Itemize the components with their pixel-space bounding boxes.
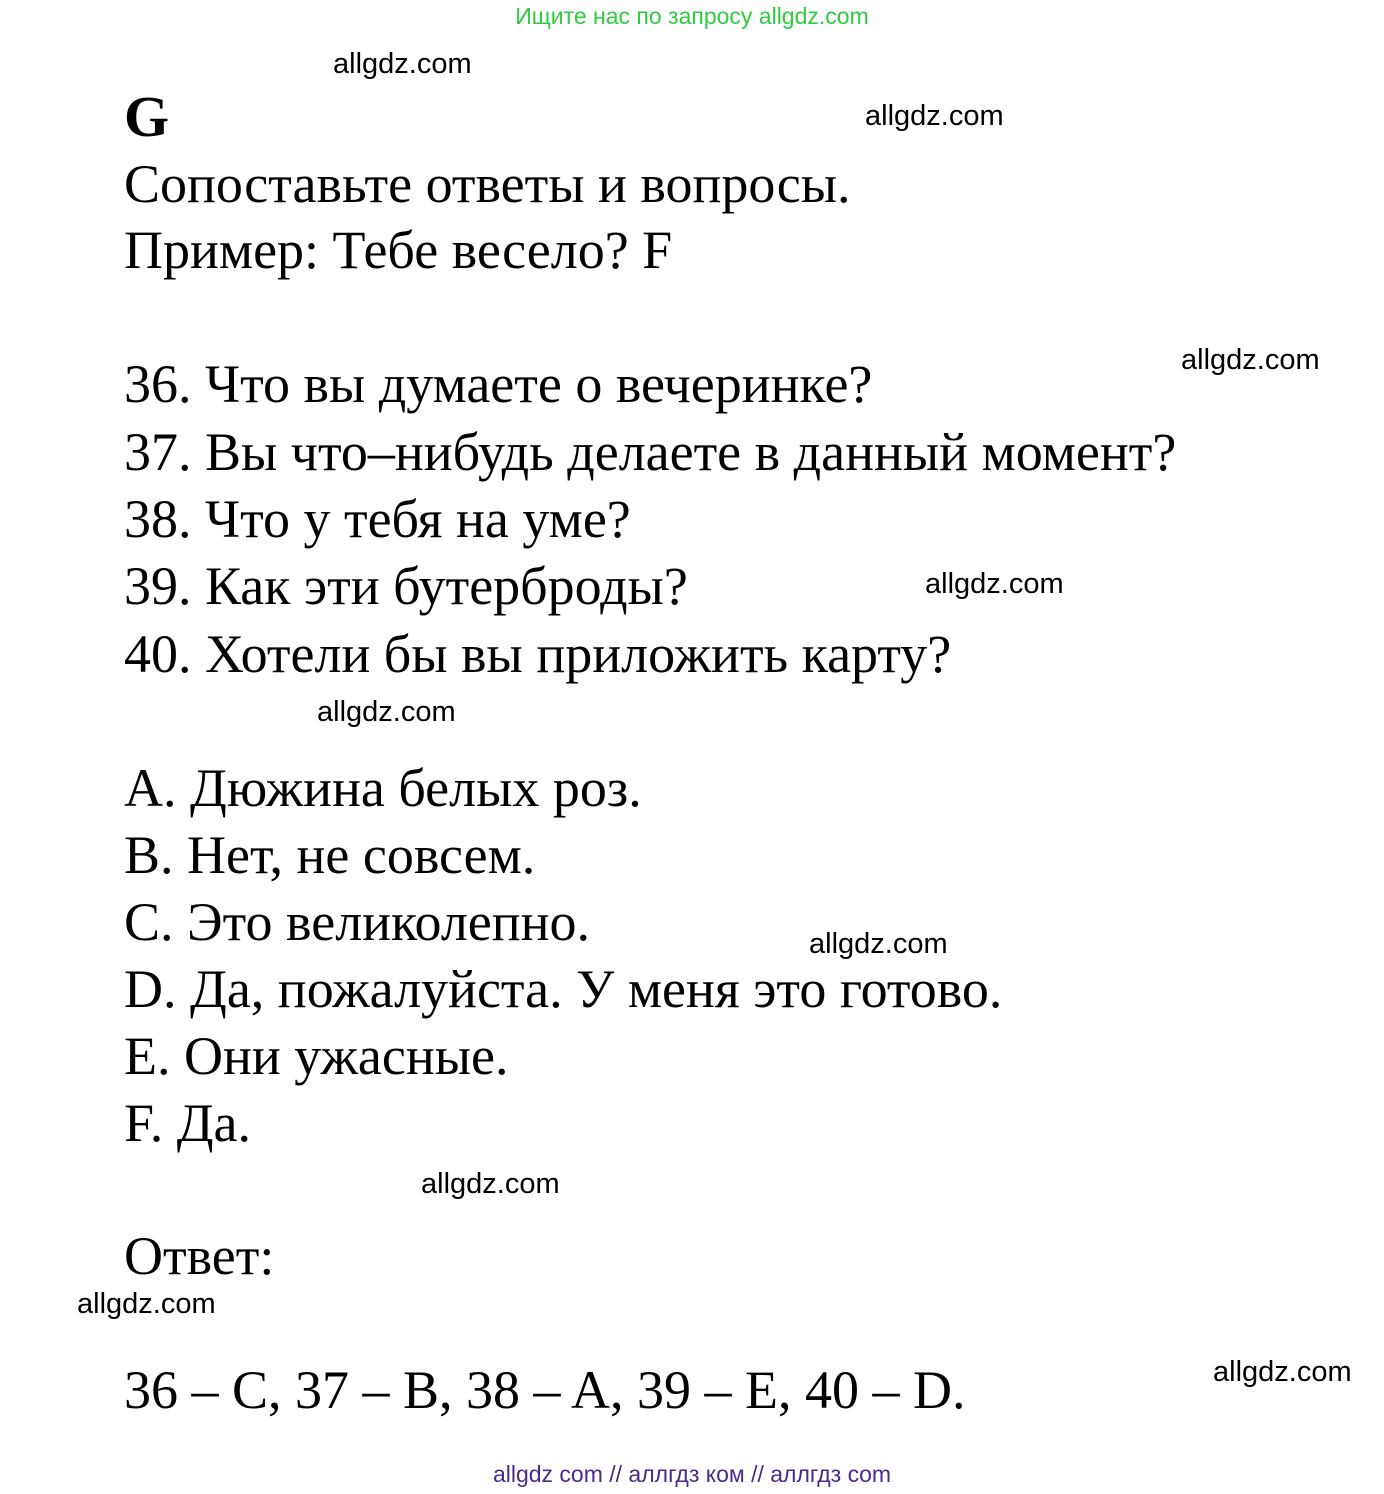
- answer-key: 36 – C, 37 – B, 38 – A, 39 – E, 40 – D.: [124, 1360, 966, 1420]
- answer-label: Ответ:: [124, 1226, 275, 1286]
- instruction: Сопоставьте ответы и вопросы.: [124, 154, 851, 214]
- watermark: allgdz.com: [809, 928, 948, 960]
- answer-d: D. Да, пожалуйста. У меня это готово.: [124, 959, 1003, 1019]
- watermark: allgdz.com: [317, 696, 456, 728]
- question-40: 40. Хотели бы вы приложить карту?: [124, 624, 952, 684]
- question-39: 39. Как эти бутерброды?: [124, 556, 688, 616]
- watermark: allgdz.com: [1213, 1356, 1352, 1388]
- watermark: allgdz.com: [333, 48, 472, 80]
- exercise-letter: G: [124, 84, 170, 149]
- question-36: 36. Что вы думаете о вечеринке?: [124, 354, 873, 414]
- answer-b: B. Нет, не совсем.: [124, 825, 536, 885]
- answer-c: C. Это великолепно.: [124, 892, 591, 952]
- watermark: allgdz.com: [421, 1168, 560, 1200]
- question-37: 37. Вы что–нибудь делаете в данный момент?: [124, 422, 1177, 482]
- example: Пример: Тебе весело? F: [124, 220, 673, 280]
- watermark: allgdz.com: [865, 100, 1004, 132]
- footer-links: allgdz com // аллгдз ком // аллгдз com: [492, 1461, 892, 1487]
- answer-f: F. Да.: [124, 1093, 252, 1153]
- watermark: allgdz.com: [1181, 344, 1320, 376]
- watermark: allgdz.com: [77, 1288, 216, 1320]
- watermark: allgdz.com: [925, 568, 1064, 600]
- answer-e: E. Они ужасные.: [124, 1026, 509, 1086]
- question-38: 38. Что у тебя на уме?: [124, 489, 631, 549]
- top-banner: Ищите нас по запросу allgdz.com: [515, 3, 869, 29]
- answer-a: A. Дюжина белых роз.: [124, 758, 642, 818]
